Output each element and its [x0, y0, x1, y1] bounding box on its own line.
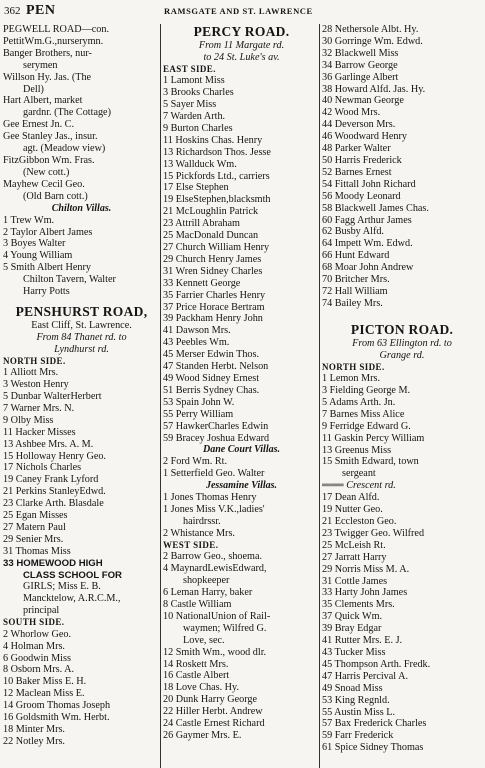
listing-entry: 53 King Regnld. [322, 694, 390, 706]
entry-continuation: (New cott.) [23, 166, 70, 178]
listing-entry: 23 Attrill Abraham [163, 218, 240, 230]
listing-entry: 1 Lamont Miss [163, 75, 225, 87]
listing-entry: 41 Dawson Mrs. [163, 325, 231, 337]
listing-entry: 11 Gaskin Percy William [322, 432, 425, 444]
listing-entry: 47 Standen Herbt. Nelson [163, 361, 269, 373]
listing-entry: 46 Woodward Henry [322, 131, 408, 143]
side-heading: NORTH SIDE. [3, 355, 66, 366]
listing-entry: 23 Clarke Arth. Blasdale [3, 498, 104, 510]
listing-entry: 57 Bax Frederick Charles [322, 718, 427, 730]
listing-entry: 8 Castle William [163, 598, 232, 610]
listing-entry: 19 Caney Frank Lyford [3, 474, 99, 486]
listing-entry: 72 Hall William [322, 285, 388, 297]
listing-entry: 1 Setterfield Geo. Walter [163, 468, 265, 480]
listing-entry: 44 Deverson Mrs. [322, 119, 396, 131]
road-heading: PICTON ROAD. [350, 321, 454, 337]
listing-entry: 9 Ferridge Edward G. [322, 420, 411, 432]
entry-continuation: shopkeeper [183, 575, 230, 587]
listing-entry: 7 Warden Arth. [163, 111, 226, 123]
listing-entry: 18 Minter Mrs. [3, 723, 65, 735]
road-extent: From 84 Thanet rd. to [36, 331, 127, 343]
listing-entry: 40 Newman George [322, 95, 404, 107]
listing-entry: 13 Ashbee Mrs. A. M. [3, 438, 94, 450]
listing-entry: 43 Tucker Miss [322, 647, 386, 658]
listing-entry: 1 Jones Miss V.K.,ladies' [163, 504, 265, 516]
listing-entry: 61 Spice Sidney Thomas [322, 742, 424, 754]
listing-entry: 7 Warner Mrs. N. [3, 402, 75, 414]
listing-entry: 8 Osborn Mrs. A. [3, 664, 75, 676]
listing-entry: 37 Price Horace Bertram [163, 301, 265, 313]
listing-entry: 5 Smith Albert Henry [3, 262, 92, 274]
listing-entry: 37 Quick Wm. [322, 611, 383, 623]
road-locality: East Cliff, St. Lawrence. [31, 319, 132, 331]
listing-entry: 29 Norris Miss M. A. [322, 563, 410, 575]
listing-entry: 62 Busby Alfd. [322, 226, 384, 238]
listing-entry: 10 NationalUnion of Rail- [163, 610, 271, 622]
crossing-rule-icon: ═══ [322, 480, 347, 492]
listing-entry: 15 Holloway Henry Geo. [3, 450, 106, 462]
listing-entry: 4 MaynardLewisEdward, [163, 563, 267, 575]
listing-entry: 3 Brooks Charles [163, 87, 234, 99]
directory-column-2 [163, 24, 320, 768]
listing-entry: 66 Hunt Edward [322, 250, 390, 262]
listing-entry: 52 Barnes Ernest [322, 166, 392, 178]
listing-entry: 70 Britcher Mrs. [322, 274, 390, 286]
listing-entry: 3 Weston Henry [3, 379, 69, 391]
road-heading: PERCY ROAD. [193, 24, 290, 39]
listing-entry: PEGWELL ROAD—con. [3, 24, 110, 35]
running-title: RAMSGATE AND ST. LAWRENCE [164, 6, 313, 16]
road-extent: Lyndhurst rd. [54, 343, 109, 355]
listing-entry: 55 Perry William [163, 408, 234, 420]
listing-entry: 13 Greenus Miss [322, 444, 392, 456]
listing-entry: Mayhew Cecil Geo. [3, 178, 85, 190]
listing-entry: 10 Baker Miss E. H. [3, 676, 87, 688]
column-divider [160, 24, 161, 768]
entry-continuation: sergeant [342, 468, 376, 480]
listing-entry: 19 ElseStephen,blacksmth [163, 194, 271, 206]
listing-entry: 33 Kennett George [163, 277, 241, 289]
directory-column-3 [322, 24, 482, 768]
listing-entry: 16 Goldsmith Wm. Herbt. [3, 712, 110, 724]
listing-entry: 31 Wren Sidney Charles [163, 265, 263, 277]
villa-heading: Dane Court Villas. [203, 444, 280, 456]
listing-entry: 21 McLoughlin Patrick [163, 206, 259, 218]
listing-entry: 36 Garlinge Albert [322, 71, 399, 83]
road-heading: PENSHURST ROAD, [15, 303, 148, 319]
side-heading: NORTH SIDE. [322, 361, 385, 372]
listing-entry: 51 Berris Sydney Chas. [163, 384, 260, 396]
listing-entry: PettitWm.G.,nurserymn. [3, 35, 104, 47]
listing-entry: 18 Love Chas. Hy. [163, 682, 240, 694]
listing-entry: 41 Rutter Mrs. E. J. [322, 635, 403, 647]
entry-continuation: CLASS SCHOOL FOR [23, 569, 122, 581]
listing-entry: 24 Castle Ernest Richard [163, 718, 265, 730]
listing-entry: 64 Impett Wm. Edwd. [322, 238, 413, 250]
listing-entry: 6 Goodwin Miss [3, 652, 71, 664]
listing-entry: 2 Barrow Geo., shoema. [163, 551, 263, 563]
listing-entry: 57 HawkerCharles Edwin [163, 420, 269, 432]
listing-entry: 33 Harty John James [322, 587, 408, 599]
listing-entry: Banger Brothers, nur- [3, 47, 92, 59]
entry-continuation: principal [23, 605, 60, 617]
listing-entry: 21 Eccleston Geo. [322, 516, 397, 528]
entry-continuation: Chilton Tavern, Walter [23, 274, 116, 286]
listing-entry: 25 McLeish Rt. [322, 539, 386, 551]
listing-entry: 35 Clements Mrs. [322, 599, 395, 611]
page-header [0, 0, 485, 22]
entry-continuation: Dell) [23, 83, 44, 95]
listing-entry: 50 Harris Frederick [322, 154, 402, 166]
listing-entry: 2 Whorlow Geo. [3, 628, 71, 640]
entry-continuation: GIRLS; Miss E. B. [23, 581, 101, 593]
listing-entry: 14 Roskett Mrs. [163, 658, 229, 670]
listing-entry: 1 Lemon Mrs. [322, 373, 381, 385]
listing-entry: 54 Fittall John Richard [322, 178, 416, 190]
listing-entry: 33 HOMEWOOD HIGH [3, 557, 103, 569]
entry-continuation: hairdrssr. [183, 516, 221, 528]
listing-entry: Gee Stanley Jas., insur. [3, 131, 98, 143]
listing-entry: 11 Hoskins Chas. Henry [163, 134, 263, 146]
listing-entry: 5 Adams Arth. Jn. [322, 396, 396, 408]
listing-entry: 32 Blackwell Miss [322, 47, 399, 59]
listing-entry: 53 Spain John W. [163, 396, 235, 408]
listing-entry: 39 Packham Henry John [163, 313, 263, 325]
listing-entry: 4 Young William [3, 250, 73, 262]
listing-entry: 68 Moar John Andrew [322, 262, 414, 274]
entry-continuation: Harry Potts [23, 286, 70, 298]
listing-entry: 56 Moody Leonard [322, 190, 401, 202]
road-extent: From 11 Margate rd. [198, 40, 285, 51]
listing-entry: 2 Ford Wm. Rt. [163, 456, 228, 468]
header-keyword: PEN [26, 3, 56, 18]
entry-continuation: (Old Barn cott.) [23, 190, 88, 202]
entry-continuation: serymen [23, 59, 58, 71]
road-extent: Grange rd. [379, 349, 425, 361]
listing-entry: 74 Bailey Mrs. [322, 297, 383, 309]
listing-entry: 31 Cottle James [322, 575, 388, 587]
listing-entry: 12 Maclean Miss E. [3, 688, 85, 700]
listing-entry: 2 Whistance Mrs. [163, 527, 235, 539]
listing-entry: 60 Fagg Arthur James [322, 214, 412, 226]
side-heading: EAST SIDE. [163, 63, 216, 74]
listing-entry: 2 Taylor Albert James [3, 226, 93, 238]
listing-entry: 55 Austin Miss L. [322, 706, 396, 718]
listing-entry: 9 Olby Miss [3, 414, 54, 426]
listing-entry: 23 Twigger Geo. Wilfred [322, 527, 425, 539]
listing-entry: 35 Farrier Charles Henry [163, 289, 266, 301]
listing-entry: 49 Snoad Miss [322, 682, 383, 694]
listing-entry: 17 Nichols Charles [3, 462, 82, 474]
villa-heading: Chilton Villas. [51, 202, 112, 214]
entry-continuation: Love, sec. [183, 634, 225, 646]
entry-continuation: gardnr. (The Cottage) [23, 107, 111, 119]
listing-entry: 59 Farr Frederick [322, 730, 394, 742]
listing-entry: 25 Egan Misses [3, 510, 68, 522]
listing-entry: 14 Groom Thomas Joseph [3, 700, 111, 712]
listing-entry: 4 Holman Mrs. [3, 640, 65, 652]
entry-continuation: agt. (Meadow view) [23, 143, 106, 155]
listing-entry: 15 Pickfords Ltd., carriers [163, 170, 270, 182]
listing-entry: 42 Wood Mrs. [322, 107, 381, 119]
listing-entry: 26 Gaymer Mrs. E. [163, 729, 242, 741]
listing-entry: 25 MacDonald Duncan [163, 230, 259, 242]
cross-street-marker [322, 480, 482, 492]
listing-entry: 17 Dean Alfd. [322, 492, 380, 504]
listing-entry: 3 Boyes Walter [3, 238, 66, 250]
listing-entry: 13 Wallduck Wm. [163, 158, 237, 170]
listing-entry: 27 Matern Paul [3, 521, 66, 533]
listing-entry: 12 Smith Wm., wood dlr. [163, 646, 267, 658]
listing-entry: FitzGibbon Wm. Fras. [3, 154, 95, 166]
listing-entry: 6 Leman Harry, baker [163, 587, 253, 599]
listing-entry: 19 Nutter Geo. [322, 504, 383, 516]
listing-entry: 39 Bray Edgar [322, 623, 382, 635]
listing-entry: 43 Peebles Wm. [163, 337, 230, 349]
listing-entry: 5 Dunbar WalterHerbert [3, 390, 102, 402]
listing-entry: 16 Castle Albert [163, 670, 230, 682]
listing-entry: 30 Gorringe Wm. Edwd. [322, 35, 423, 47]
road-extent: From 63 Ellington rd. to [352, 337, 452, 349]
listing-entry: 27 Jarratt Harry [322, 551, 387, 563]
villa-heading: Jessamine Villas. [205, 480, 278, 492]
road-extent: to 24 St. Luke's av. [203, 51, 280, 63]
listing-entry: Gee Ernest Jn. C. [3, 119, 75, 131]
listing-entry: 22 Notley Mrs. [3, 735, 65, 747]
entry-continuation: Mancktelow, A.R.C.M., [23, 593, 121, 605]
listing-entry: 21 Perkins StanleyEdwd. [3, 486, 106, 498]
listing-entry: 48 Parker Walter [322, 143, 391, 155]
cross-street-label: Crescent rd. [346, 480, 396, 492]
listing-entry: 1 Jones Thomas Henry [163, 492, 257, 504]
listing-entry: 9 Burton Charles [163, 122, 233, 134]
listing-entry: 13 Richardson Thos. Jesse [163, 146, 271, 158]
listing-entry: 29 Senier Mrs. [3, 533, 64, 545]
listing-entry: 7 Barnes Miss Alice [322, 408, 405, 420]
listing-entry: 1 Alliott Mrs. [3, 367, 59, 379]
listing-entry: 27 Church William Henry [163, 242, 270, 253]
side-heading: WEST SIDE. [163, 539, 219, 550]
listing-entry: 45 Thompson Arth. Fredk. [322, 658, 431, 670]
listing-entry: 3 Fielding George M. [322, 384, 411, 396]
listing-entry: Willson Hy. Jas. (The [3, 71, 92, 83]
listing-entry: 5 Sayer Miss [163, 99, 217, 111]
listing-entry: 1 Trew Wm. [3, 214, 55, 226]
listing-entry: 15 Smith Edward, town [322, 456, 419, 468]
listing-entry: 31 Thomas Miss [3, 545, 71, 557]
listing-entry: 58 Blackwell James Chas. [322, 202, 429, 214]
listing-entry: 59 Bracey Joshua Edward [163, 432, 270, 444]
listing-entry: Hart Albert, market [3, 95, 83, 107]
listing-entry: 45 Merser Edwin Thos. [163, 349, 260, 361]
listing-entry: 17 Else Stephen [163, 182, 229, 194]
listing-entry: 28 Nethersole Albt. Hy. [322, 24, 419, 35]
listing-entry: 20 Dunk Harry George [163, 694, 258, 706]
listing-entry: 49 Wood Sidney Ernest [163, 372, 260, 384]
listing-entry: 34 Barrow George [322, 59, 398, 71]
entry-continuation: waymen; Wilfred G. [183, 622, 267, 634]
side-heading: SOUTH SIDE. [3, 617, 65, 628]
listing-entry: 38 Howard Alfd. Jas. Hy. [322, 83, 426, 95]
listing-entry: 47 Harris Percival A. [322, 670, 409, 682]
directory-column-1 [3, 24, 160, 768]
listing-entry: 11 Hacker Misses [3, 426, 76, 438]
page-number: 362 [4, 5, 21, 17]
listing-entry: 22 Hiller Herbt. Andrew [163, 706, 263, 718]
listing-entry: 29 Church Henry James [163, 253, 262, 265]
